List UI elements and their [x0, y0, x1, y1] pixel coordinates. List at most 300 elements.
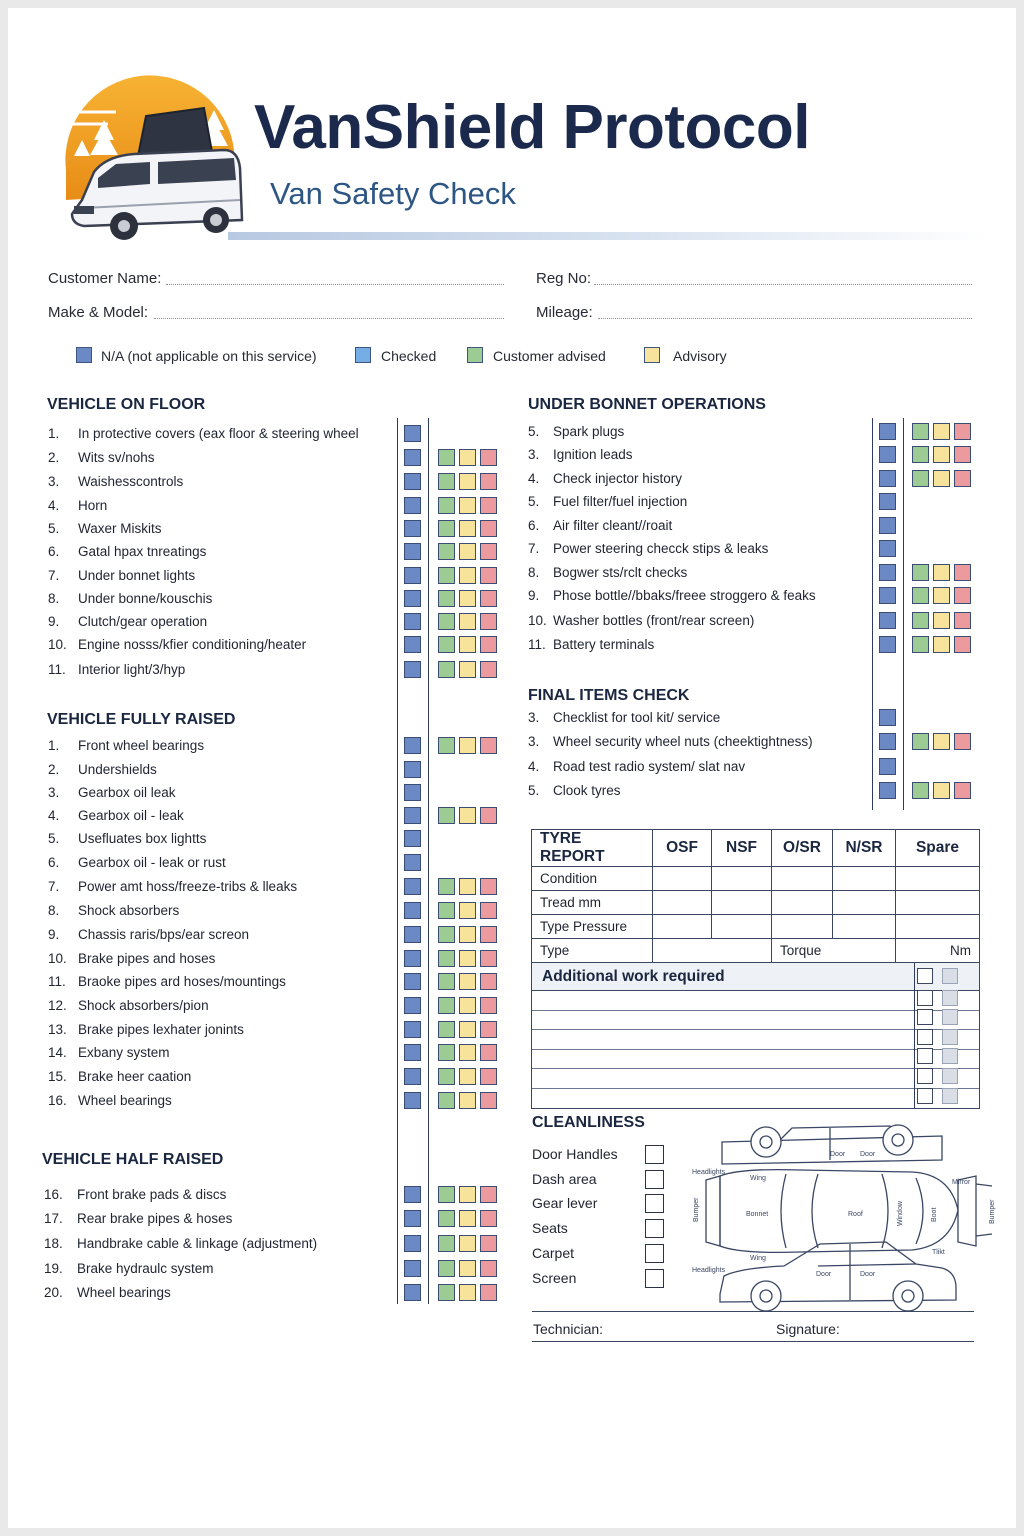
legend-advisory-swatch	[644, 347, 660, 363]
cleanliness-checkbox[interactable]	[645, 1170, 664, 1189]
customer-advised-checkbox[interactable]	[438, 1021, 455, 1038]
checklist-item-number: 15.	[48, 1069, 67, 1084]
additional-work-checkbox[interactable]	[917, 968, 933, 984]
van-logo	[54, 60, 254, 246]
customer-advised-checkbox[interactable]	[438, 613, 455, 630]
legend-checked-label: Checked	[381, 348, 437, 364]
customer-advised-checkbox[interactable]	[438, 567, 455, 584]
checklist-item-label: Phose bottle//bbaks/freee stroggero & feaks	[553, 588, 816, 603]
na-checkbox[interactable]	[879, 612, 896, 629]
advisory-checkbox[interactable]	[459, 1092, 476, 1109]
advisory-checkbox[interactable]	[459, 1068, 476, 1085]
additional-work-checkbox[interactable]	[917, 1048, 933, 1064]
customer-advised-checkbox[interactable]	[912, 423, 929, 440]
checklist-item-number: 2.	[48, 450, 60, 465]
na-checkbox[interactable]	[404, 1284, 421, 1301]
checklist-item-label: Wheel bearings	[78, 1093, 172, 1108]
tyre-row-label: Tread mm	[532, 891, 653, 915]
checklist-item-number: 13.	[48, 1022, 67, 1037]
advisory-checkbox[interactable]	[459, 1260, 476, 1277]
technician-label: Technician:	[533, 1321, 604, 1337]
tyre-cell[interactable]	[896, 891, 980, 915]
cleanliness-checkbox[interactable]	[645, 1145, 664, 1164]
checklist-item-label: Air filter cleant//roait	[553, 518, 673, 533]
cleanliness-checkbox[interactable]	[645, 1244, 664, 1263]
na-checkbox[interactable]	[404, 425, 421, 442]
checklist-item-number: 3.	[48, 785, 60, 800]
checklist-item-number: 4.	[48, 808, 60, 823]
checklist-item-number: 3.	[528, 710, 540, 725]
urgent-checkbox[interactable]	[954, 446, 971, 463]
checklist-item-label: Rear brake pipes & hoses	[77, 1211, 233, 1226]
additional-work-status-box[interactable]	[942, 968, 958, 984]
checklist-item-label: Power steering checck stips & leaks	[553, 541, 769, 556]
tyre-torque-unit: Nm	[896, 939, 980, 963]
urgent-checkbox[interactable]	[480, 473, 497, 490]
advisory-checkbox[interactable]	[459, 613, 476, 630]
urgent-checkbox[interactable]	[480, 1021, 497, 1038]
checklist-item-label: Shock absorbers/pion	[78, 998, 209, 1013]
na-checkbox[interactable]	[404, 902, 421, 919]
tyre-cell[interactable]	[712, 891, 772, 915]
checklist-item-label: Shock absorbers	[78, 903, 180, 918]
legend-customer-swatch	[467, 347, 483, 363]
additional-work-row[interactable]	[532, 1030, 979, 1050]
urgent-checkbox[interactable]	[954, 612, 971, 629]
na-checkbox[interactable]	[879, 782, 896, 799]
advisory-checkbox[interactable]	[933, 636, 950, 653]
checklist-item-number: 3.	[528, 447, 540, 462]
checklist-item-label: Front brake pads & discs	[77, 1187, 227, 1202]
na-checkbox[interactable]	[404, 854, 421, 871]
tyre-cell[interactable]	[653, 915, 712, 939]
na-checkbox[interactable]	[404, 1068, 421, 1085]
customer-advised-checkbox[interactable]	[912, 782, 929, 799]
section-title-final: FINAL ITEMS CHECK	[528, 687, 690, 704]
cleanliness-checkbox[interactable]	[645, 1269, 664, 1288]
na-checkbox[interactable]	[404, 567, 421, 584]
na-checkbox[interactable]	[404, 878, 421, 895]
na-checkbox[interactable]	[404, 1186, 421, 1203]
checklist-item-number: 1.	[48, 426, 60, 441]
checklist-item-number: 14.	[48, 1045, 67, 1060]
advisory-checkbox[interactable]	[459, 497, 476, 514]
advisory-checkbox[interactable]	[933, 423, 950, 440]
na-checkbox[interactable]	[879, 470, 896, 487]
checklist-item-number: 9.	[48, 927, 60, 942]
customer-advised-checkbox[interactable]	[438, 737, 455, 754]
na-checkbox[interactable]	[404, 661, 421, 678]
na-checkbox[interactable]	[404, 449, 421, 466]
checklist-item-number: 10.	[528, 613, 547, 628]
additional-work-status-box[interactable]	[942, 1048, 958, 1064]
urgent-checkbox[interactable]	[480, 902, 497, 919]
left-column-divider-a	[397, 418, 398, 1304]
checklist-item-label: Wheel security wheel nuts (cheektightness)	[553, 734, 813, 749]
na-checkbox[interactable]	[404, 1260, 421, 1277]
tyre-cell[interactable]	[833, 915, 896, 939]
tyre-cell[interactable]	[712, 915, 772, 939]
na-checkbox[interactable]	[404, 737, 421, 754]
customer-advised-checkbox[interactable]	[438, 902, 455, 919]
additional-work-checkbox[interactable]	[917, 1009, 933, 1025]
checklist-item-label: Exbany system	[78, 1045, 170, 1060]
section-title-bonnet: UNDER BONNET OPERATIONS	[528, 396, 766, 413]
cleanliness-item-label: Door Handles	[532, 1146, 618, 1162]
na-checkbox[interactable]	[879, 564, 896, 581]
checklist-item-label: Horn	[78, 498, 108, 513]
customer-advised-checkbox[interactable]	[912, 564, 929, 581]
customer-advised-checkbox[interactable]	[912, 733, 929, 750]
checklist-item-label: Gearbox oil leak	[78, 785, 176, 800]
na-checkbox[interactable]	[404, 1021, 421, 1038]
additional-work-checkbox[interactable]	[917, 1029, 933, 1045]
diagram-label-boot: Boot	[931, 1207, 938, 1222]
urgent-checkbox[interactable]	[480, 497, 497, 514]
checklist-item-label: Bogwer sts/rclt checks	[553, 565, 688, 580]
customer-name-label: Customer Name:	[48, 270, 162, 287]
customer-advised-checkbox[interactable]	[438, 1284, 455, 1301]
tyre-report-table	[531, 829, 980, 963]
advisory-checkbox[interactable]	[459, 1284, 476, 1301]
urgent-checkbox[interactable]	[480, 590, 497, 607]
checklist-item-label: Waishesscontrols	[78, 474, 184, 489]
footer-bottom-rule	[532, 1341, 974, 1342]
na-checkbox[interactable]	[404, 613, 421, 630]
urgent-checkbox[interactable]	[480, 950, 497, 967]
customer-advised-checkbox[interactable]	[438, 807, 455, 824]
customer-advised-checkbox[interactable]	[438, 543, 455, 560]
urgent-checkbox[interactable]	[480, 926, 497, 943]
na-checkbox[interactable]	[404, 761, 421, 778]
advisory-checkbox[interactable]	[459, 449, 476, 466]
tyre-type-value[interactable]	[653, 939, 772, 963]
advisory-checkbox[interactable]	[933, 446, 950, 463]
tyre-cell[interactable]	[772, 891, 833, 915]
advisory-checkbox[interactable]	[459, 636, 476, 653]
advisory-checkbox[interactable]	[459, 1235, 476, 1252]
customer-advised-checkbox[interactable]	[912, 587, 929, 604]
advisory-checkbox[interactable]	[459, 567, 476, 584]
additional-work-status-box[interactable]	[942, 1088, 958, 1104]
advisory-checkbox[interactable]	[933, 612, 950, 629]
checklist-item-label: Front wheel bearings	[78, 738, 205, 753]
checklist-item-number: 7.	[48, 879, 60, 894]
additional-work-status-box[interactable]	[942, 1009, 958, 1025]
customer-advised-checkbox[interactable]	[438, 1186, 455, 1203]
make-model-line[interactable]	[154, 318, 504, 319]
legend-na-label: N/A (not applicable on this service)	[101, 348, 317, 364]
urgent-checkbox[interactable]	[480, 543, 497, 560]
urgent-checkbox[interactable]	[480, 567, 497, 584]
mileage-line[interactable]	[598, 318, 972, 319]
urgent-checkbox[interactable]	[954, 587, 971, 604]
additional-work-checkbox[interactable]	[917, 1088, 933, 1104]
advisory-checkbox[interactable]	[459, 590, 476, 607]
checklist-item-label: Waxer Miskits	[78, 521, 162, 536]
additional-work-checkbox[interactable]	[917, 990, 933, 1006]
checklist-item-number: 8.	[48, 591, 60, 606]
customer-advised-checkbox[interactable]	[438, 878, 455, 895]
na-checkbox[interactable]	[404, 1210, 421, 1227]
urgent-checkbox[interactable]	[480, 997, 497, 1014]
advisory-checkbox[interactable]	[459, 473, 476, 490]
diagram-label-bonnet: Bonnet	[746, 1211, 769, 1218]
advisory-checkbox[interactable]	[459, 1186, 476, 1203]
tyre-header-title: TYRE REPORT	[532, 830, 653, 867]
checklist-item-number: 9.	[48, 614, 60, 629]
diagram-label-roof: Roof	[848, 1211, 863, 1218]
section-title-half: VEHICLE HALF RAISED	[42, 1151, 224, 1168]
cleanliness-title: CLEANLINESS	[532, 1114, 645, 1131]
customer-advised-checkbox[interactable]	[438, 590, 455, 607]
urgent-checkbox[interactable]	[480, 878, 497, 895]
urgent-checkbox[interactable]	[954, 636, 971, 653]
checklist-item-number: 20.	[44, 1285, 63, 1300]
legend-na-swatch	[76, 347, 92, 363]
checklist-item-number: 19.	[44, 1261, 63, 1276]
cleanliness-item-label: Carpet	[532, 1245, 575, 1261]
diagram-label-rear-bumper: Bumper	[989, 1199, 996, 1224]
checklist-item-label: Gearbox oil - leak or rust	[78, 855, 226, 870]
additional-work-checkbox[interactable]	[917, 1068, 933, 1084]
advisory-checkbox[interactable]	[933, 564, 950, 581]
customer-advised-checkbox[interactable]	[438, 973, 455, 990]
na-checkbox[interactable]	[879, 758, 896, 775]
tyre-type-label: Type	[532, 939, 653, 963]
customer-advised-checkbox[interactable]	[438, 449, 455, 466]
cleanliness-item-label: Gear lever	[532, 1195, 598, 1211]
customer-advised-checkbox[interactable]	[438, 520, 455, 537]
advisory-checkbox[interactable]	[459, 543, 476, 560]
na-checkbox[interactable]	[879, 540, 896, 557]
urgent-checkbox[interactable]	[480, 1235, 497, 1252]
checklist-item-label: Brake pipes and hoses	[78, 951, 216, 966]
tyre-row-label: Condition	[532, 867, 653, 891]
urgent-checkbox[interactable]	[480, 636, 497, 653]
tyre-cell[interactable]	[772, 867, 833, 891]
advisory-checkbox[interactable]	[459, 926, 476, 943]
urgent-checkbox[interactable]	[480, 973, 497, 990]
additional-work-status-box[interactable]	[942, 1029, 958, 1045]
urgent-checkbox[interactable]	[954, 733, 971, 750]
checklist-item-label: Check injector history	[553, 471, 683, 486]
customer-advised-checkbox[interactable]	[438, 497, 455, 514]
tyre-cell[interactable]	[653, 891, 712, 915]
checklist-item-number: 16.	[44, 1187, 63, 1202]
checklist-item-number: 16.	[48, 1093, 67, 1108]
customer-advised-checkbox[interactable]	[912, 470, 929, 487]
additional-work-row[interactable]	[532, 991, 979, 1011]
additional-work-row[interactable]	[532, 1050, 979, 1070]
customer-advised-checkbox[interactable]	[438, 950, 455, 967]
customer-advised-checkbox[interactable]	[438, 661, 455, 678]
checklist-item-number: 4.	[528, 471, 540, 486]
tyre-cell[interactable]	[712, 867, 772, 891]
na-checkbox[interactable]	[404, 784, 421, 801]
checklist-item-label: Braoke pipes ard hoses/mountings	[78, 974, 286, 989]
urgent-checkbox[interactable]	[480, 661, 497, 678]
checklist-item-label: Interior light/3/hyp	[78, 662, 186, 677]
na-checkbox[interactable]	[404, 807, 421, 824]
advisory-checkbox[interactable]	[933, 733, 950, 750]
na-checkbox[interactable]	[404, 926, 421, 943]
na-checkbox[interactable]	[404, 973, 421, 990]
tyre-row-label: Type Pressure	[532, 915, 653, 939]
reg-no-line[interactable]	[594, 284, 972, 285]
urgent-checkbox[interactable]	[480, 449, 497, 466]
advisory-checkbox[interactable]	[459, 1044, 476, 1061]
additional-work-row[interactable]	[532, 1089, 979, 1109]
na-checkbox[interactable]	[879, 446, 896, 463]
urgent-checkbox[interactable]	[954, 564, 971, 581]
right-column-divider-a	[872, 418, 873, 810]
checklist-item-label: Gatal hpax tnreatings	[78, 544, 207, 559]
na-checkbox[interactable]	[404, 1235, 421, 1252]
na-checkbox[interactable]	[404, 1044, 421, 1061]
urgent-checkbox[interactable]	[480, 1044, 497, 1061]
urgent-checkbox[interactable]	[954, 782, 971, 799]
additional-work-row[interactable]	[532, 1069, 979, 1089]
checklist-item-number: 5.	[528, 494, 540, 509]
urgent-checkbox[interactable]	[480, 1260, 497, 1277]
checklist-item-number: 5.	[528, 424, 540, 439]
tyre-cell[interactable]	[896, 915, 980, 939]
urgent-checkbox[interactable]	[954, 423, 971, 440]
customer-name-line[interactable]	[166, 284, 504, 285]
advisory-checkbox[interactable]	[459, 737, 476, 754]
na-checkbox[interactable]	[879, 587, 896, 604]
checklist-item-number: 4.	[48, 498, 60, 513]
advisory-checkbox[interactable]	[459, 520, 476, 537]
urgent-checkbox[interactable]	[480, 1186, 497, 1203]
customer-advised-checkbox[interactable]	[438, 1044, 455, 1061]
na-checkbox[interactable]	[404, 473, 421, 490]
customer-advised-checkbox[interactable]	[438, 997, 455, 1014]
diagram-label-mirror: Mirror	[952, 1179, 971, 1186]
customer-advised-checkbox[interactable]	[438, 1210, 455, 1227]
legend-customer-label: Customer advised	[493, 348, 606, 364]
tyre-cell[interactable]	[772, 915, 833, 939]
additional-work-row[interactable]	[532, 1011, 979, 1031]
na-checkbox[interactable]	[879, 636, 896, 653]
na-checkbox[interactable]	[879, 423, 896, 440]
urgent-checkbox[interactable]	[480, 737, 497, 754]
advisory-checkbox[interactable]	[459, 1021, 476, 1038]
vehicle-damage-diagram[interactable]	[680, 1118, 1000, 1318]
customer-advised-checkbox[interactable]	[438, 1260, 455, 1277]
checklist-item-number: 11.	[528, 637, 546, 652]
na-checkbox[interactable]	[404, 590, 421, 607]
na-checkbox[interactable]	[404, 997, 421, 1014]
legend-checked-swatch	[355, 347, 371, 363]
checklist-item-label: Spark plugs	[553, 424, 625, 439]
checklist-item-label: Washer bottles (front/rear screen)	[553, 613, 755, 628]
checklist-item-label: Under bonne/kouschis	[78, 591, 213, 606]
na-checkbox[interactable]	[404, 950, 421, 967]
checklist-item-label: Clutch/gear operation	[78, 614, 208, 629]
urgent-checkbox[interactable]	[480, 613, 497, 630]
cleanliness-checkbox[interactable]	[645, 1194, 664, 1213]
na-checkbox[interactable]	[404, 1092, 421, 1109]
customer-advised-checkbox[interactable]	[438, 1235, 455, 1252]
legend-advisory-label: Advisory	[673, 348, 727, 364]
checklist-item-number: 10.	[48, 637, 67, 652]
advisory-checkbox[interactable]	[459, 902, 476, 919]
checklist-item-number: 5.	[528, 783, 540, 798]
advisory-checkbox[interactable]	[933, 782, 950, 799]
customer-advised-checkbox[interactable]	[438, 1068, 455, 1085]
na-checkbox[interactable]	[404, 830, 421, 847]
tyre-cell[interactable]	[833, 891, 896, 915]
advisory-checkbox[interactable]	[459, 807, 476, 824]
advisory-checkbox[interactable]	[459, 1210, 476, 1227]
title-rule	[228, 232, 988, 240]
page-title: VanShield Protocol	[254, 93, 810, 162]
make-model-label: Make & Model:	[48, 304, 149, 321]
urgent-checkbox[interactable]	[954, 470, 971, 487]
na-checkbox[interactable]	[879, 517, 896, 534]
checklist-item-number: 6.	[48, 855, 60, 870]
urgent-checkbox[interactable]	[480, 1210, 497, 1227]
advisory-checkbox[interactable]	[933, 470, 950, 487]
advisory-checkbox[interactable]	[933, 587, 950, 604]
customer-advised-checkbox[interactable]	[912, 612, 929, 629]
na-checkbox[interactable]	[404, 543, 421, 560]
additional-work-status-box[interactable]	[942, 1068, 958, 1084]
na-checkbox[interactable]	[879, 493, 896, 510]
cleanliness-checkbox[interactable]	[645, 1219, 664, 1238]
tyre-cell[interactable]	[833, 867, 896, 891]
advisory-checkbox[interactable]	[459, 661, 476, 678]
urgent-checkbox[interactable]	[480, 520, 497, 537]
checklist-item-label: Wheel bearings	[77, 1285, 171, 1300]
checklist-item-label: Gearbox oil - leak	[78, 808, 184, 823]
na-checkbox[interactable]	[404, 520, 421, 537]
advisory-checkbox[interactable]	[459, 973, 476, 990]
urgent-checkbox[interactable]	[480, 1092, 497, 1109]
customer-advised-checkbox[interactable]	[438, 636, 455, 653]
customer-advised-checkbox[interactable]	[438, 926, 455, 943]
customer-advised-checkbox[interactable]	[438, 473, 455, 490]
tyre-header-nsf: NSF	[712, 830, 772, 867]
na-checkbox[interactable]	[879, 709, 896, 726]
advisory-checkbox[interactable]	[459, 878, 476, 895]
customer-advised-checkbox[interactable]	[912, 446, 929, 463]
tyre-cell[interactable]	[896, 867, 980, 891]
diagram-label-tail: Tlikt	[932, 1249, 945, 1256]
urgent-checkbox[interactable]	[480, 1284, 497, 1301]
checklist-item-label: Engine nosss/kfier conditioning/heater	[78, 637, 307, 652]
mileage-label: Mileage:	[536, 304, 593, 321]
tyre-cell[interactable]	[653, 867, 712, 891]
cleanliness-item-label: Dash area	[532, 1171, 597, 1187]
inspection-sheet	[8, 8, 1016, 1528]
advisory-checkbox[interactable]	[459, 950, 476, 967]
additional-work-status-box[interactable]	[942, 990, 958, 1006]
urgent-checkbox[interactable]	[480, 1068, 497, 1085]
customer-advised-checkbox[interactable]	[438, 1092, 455, 1109]
urgent-checkbox[interactable]	[480, 807, 497, 824]
na-checkbox[interactable]	[879, 733, 896, 750]
checklist-item-number: 18.	[44, 1236, 63, 1251]
na-checkbox[interactable]	[404, 497, 421, 514]
customer-advised-checkbox[interactable]	[912, 636, 929, 653]
checklist-item-label: Road test radio system/ slat nav	[553, 759, 746, 774]
checklist-item-number: 8.	[48, 903, 60, 918]
advisory-checkbox[interactable]	[459, 997, 476, 1014]
na-checkbox[interactable]	[404, 636, 421, 653]
